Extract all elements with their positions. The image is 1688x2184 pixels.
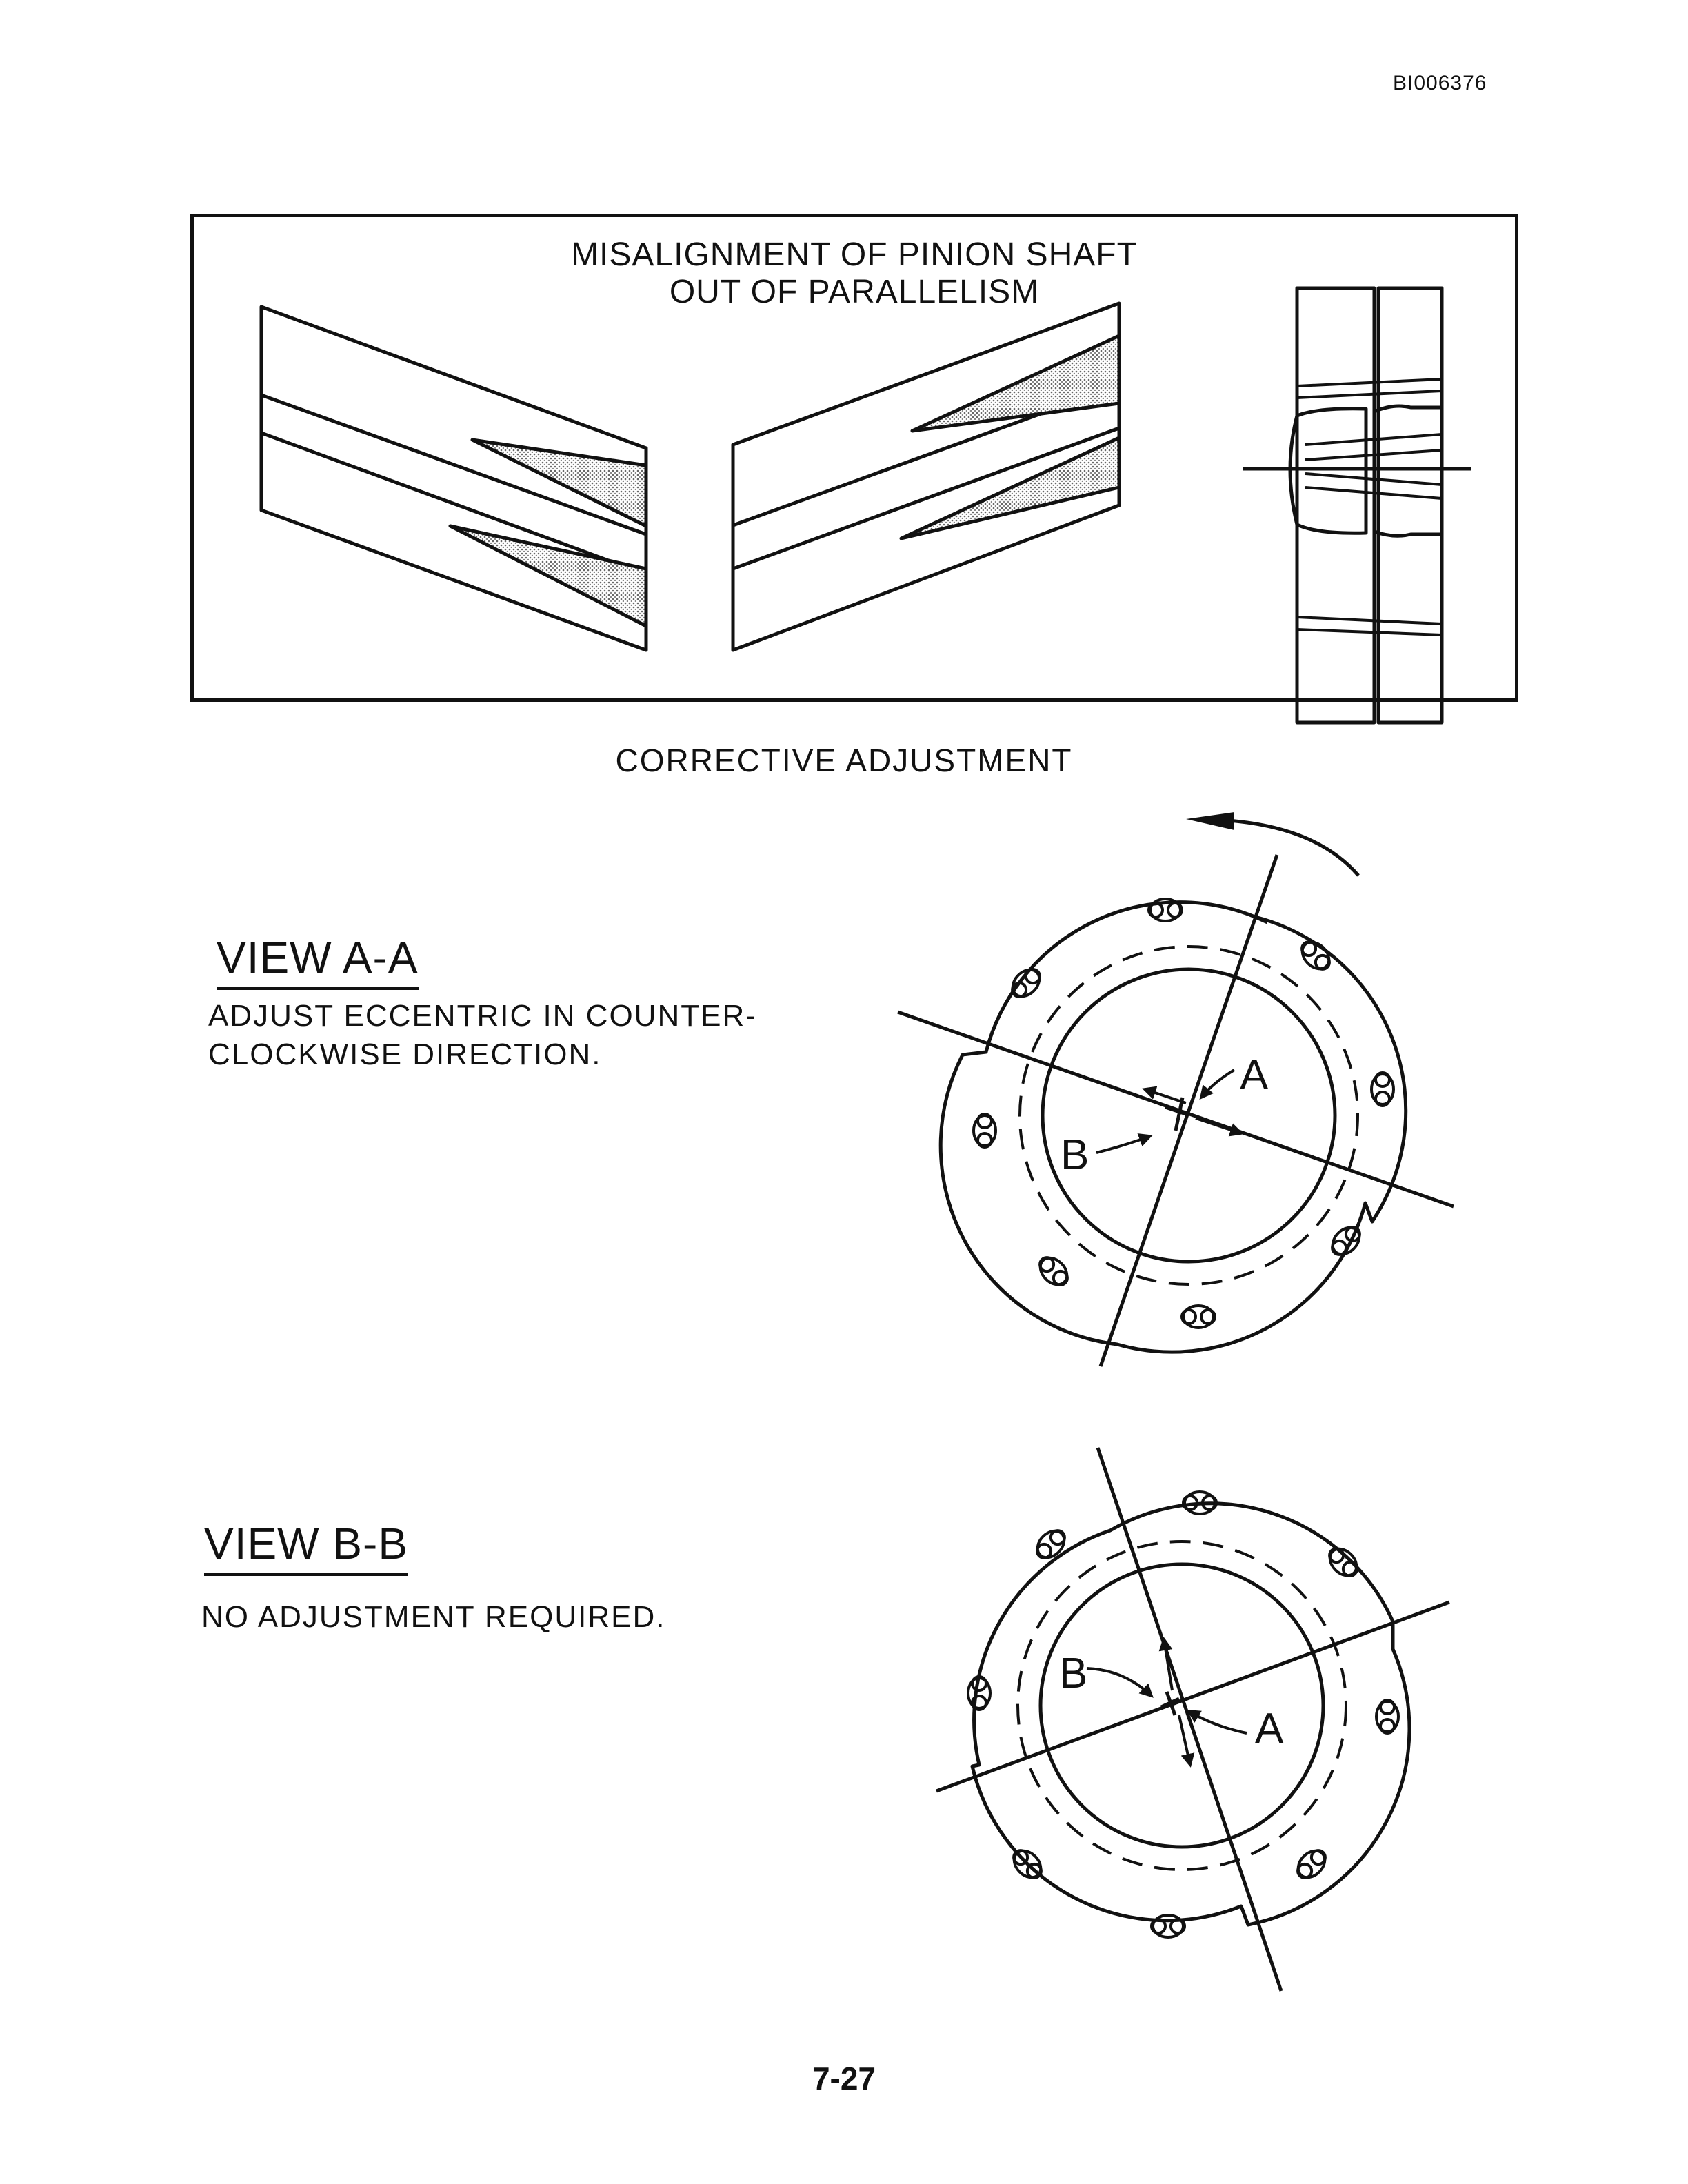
view-b-text [201, 1598, 665, 1637]
left-gear-teeth-illustration [194, 217, 1522, 705]
view-b-label-a: A [1255, 1705, 1284, 1752]
view-b-label-b: B [1059, 1650, 1088, 1697]
page-number: 7-27 [812, 2061, 876, 2096]
section-title: CORRECTIVE ADJUSTMENT [615, 742, 1073, 778]
view-a-label-a: A [1240, 1051, 1269, 1099]
view-a-flange-diagram [890, 800, 1476, 1379]
view-b-text-line1: NO ADJUSTMENT REQUIRED. [201, 1600, 666, 1634]
figure-title-line1: MISALIGNMENT OF PINION SHAFT [571, 236, 1138, 273]
view-b-heading: VIEW B-B [204, 1518, 408, 1576]
view-b-flange-diagram [924, 1441, 1476, 2006]
view-a-text-line2: CLOCKWISE DIRECTION. [208, 1038, 602, 1071]
view-a-label-b: B [1061, 1131, 1089, 1179]
figure-title-line2: OUT OF PARALLELISM [669, 274, 1040, 310]
counterclockwise-arrow-icon [1227, 820, 1358, 876]
view-a-text-line1: ADJUST ECCENTRIC IN COUNTER- [208, 999, 757, 1033]
side-view-illustration [1243, 288, 1471, 722]
document-id: BI006376 [1393, 72, 1487, 94]
view-a-text [208, 997, 757, 1074]
misalignment-figure [190, 214, 1518, 702]
view-a-heading: VIEW A-A [217, 932, 419, 990]
arrow-head-icon [1186, 812, 1234, 830]
